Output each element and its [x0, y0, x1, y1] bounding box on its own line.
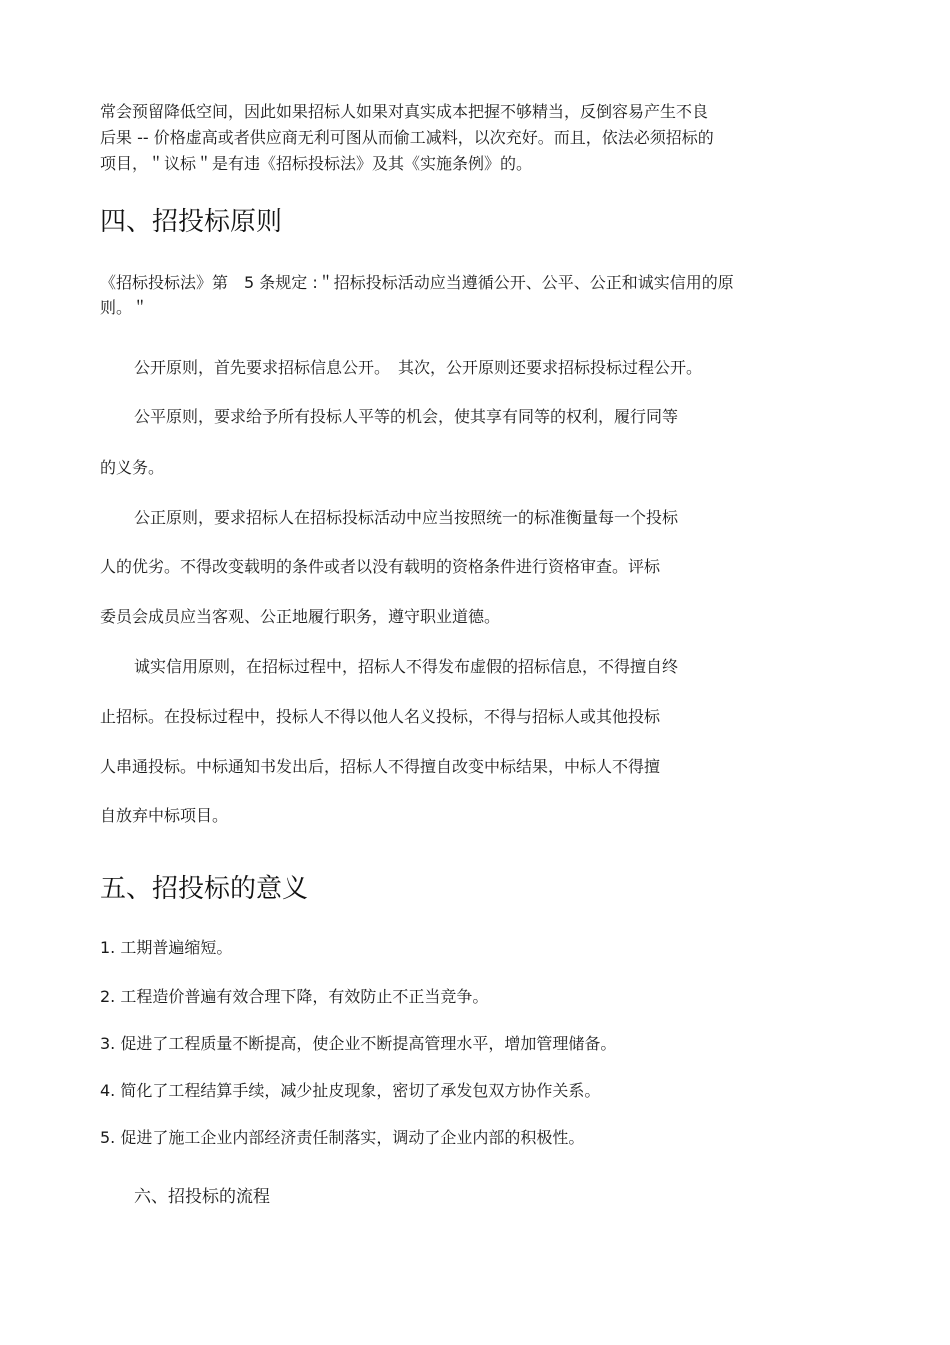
intro-line-1: 常会预留降低空间，因此如果招标人如果对真实成本把握不够精当，反倒容易产生不良 [100, 102, 709, 121]
section-6-heading: 六、招投标的流程 [134, 1187, 270, 1207]
just-principle-line-3: 委员会成员应当客观、公正地履行职务，遵守职业道德。 [100, 607, 501, 626]
meaning-item-5: 5. 促进了施工企业内部经济责任制落实，调动了企业内部的积极性。 [100, 1128, 585, 1147]
section-4-heading: 四、招投标原则 [100, 207, 283, 237]
section-5-heading: 五、招投标的意义 [100, 874, 309, 904]
meaning-item-1: 1. 工期普遍缩短。 [100, 938, 233, 957]
honesty-principle-line-3: 人串通投标。中标通知书发出后，招标人不得擅自改变中标结果，中标人不得擅 [100, 757, 661, 776]
meaning-item-3: 3. 促进了工程质量不断提高，使企业不断提高管理水平，增加管理储备。 [100, 1034, 617, 1053]
fair-principle-line-2: 的义务。 [100, 458, 165, 477]
intro-line-2: 后果 -- 价格虚高或者供应商无利可图从而偷工减料，以次充好。而且，依法必须招标的 [100, 128, 714, 147]
meaning-item-2: 2. 工程造价普遍有效合理下降，有效防止不正当竞争。 [100, 987, 489, 1006]
honesty-principle-line-4: 自放弃中标项目。 [100, 806, 229, 825]
open-principle: 公开原则，首先要求招标信息公开。 其次，公开原则还要求招标投标过程公开。 [134, 358, 703, 377]
law-line-1: 《招标投标法》第 5 条规定 :＂招标投标活动应当遵循公开、公平、公正和诚实信用的原 [100, 273, 734, 292]
meaning-item-4: 4. 简化了工程结算手续，减少扯皮现象，密切了承发包双方协作关系。 [100, 1081, 601, 1100]
intro-line-3: 项目，＂议标＂是有违《招标投标法》及其《实施条例》的。 [100, 154, 533, 173]
fair-principle-line-1: 公平原则，要求给予所有投标人平等的机会，使其享有同等的权利，履行同等 [134, 407, 679, 426]
honesty-principle-line-2: 止招标。在投标过程中，投标人不得以他人名义投标，不得与招标人或其他投标 [100, 707, 661, 726]
honesty-principle-line-1: 诚实信用原则，在招标过程中，招标人不得发布虚假的招标信息，不得擅自终 [134, 657, 679, 676]
just-principle-line-1: 公正原则，要求招标人在招标投标活动中应当按照统一的标准衡量每一个投标 [134, 508, 679, 527]
law-line-2: 则。＂ [100, 298, 149, 317]
just-principle-line-2: 人的优劣。不得改变载明的条件或者以没有载明的资格条件进行资格审查。评标 [100, 557, 661, 576]
